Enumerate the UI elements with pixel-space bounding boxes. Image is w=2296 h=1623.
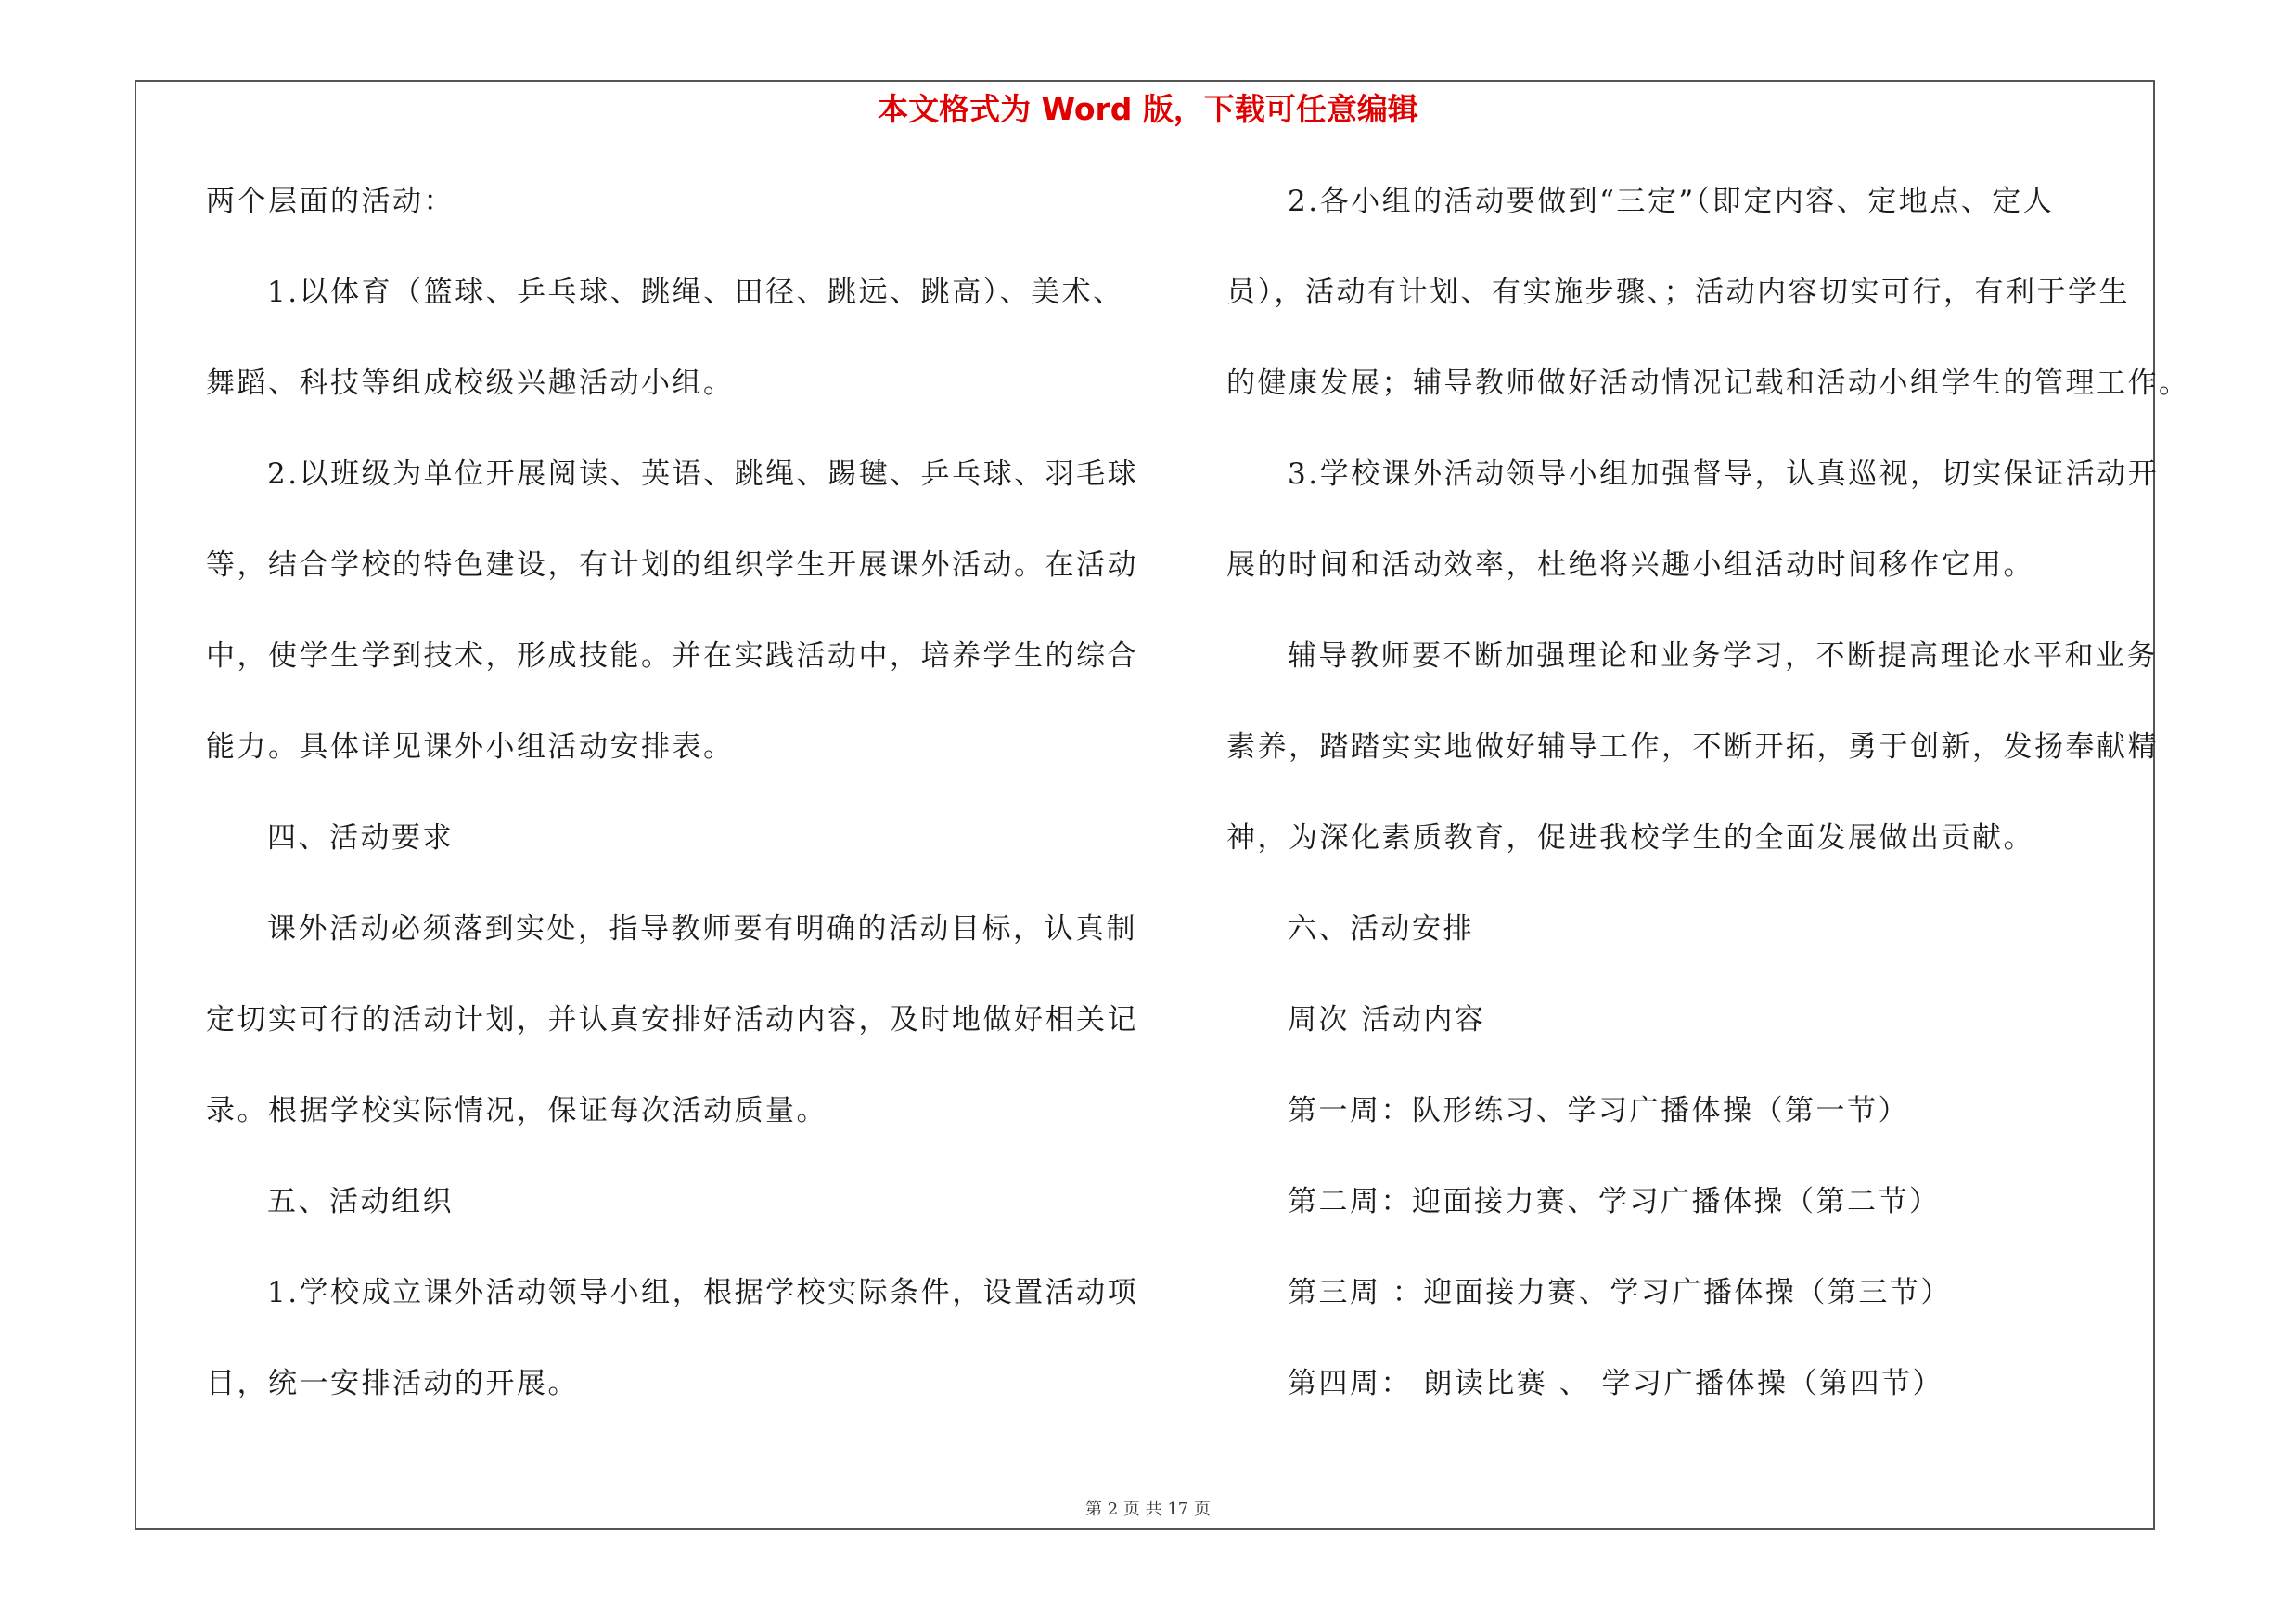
paragraph-line: 神，为深化素质教育，促进我校学生的全面发展做出贡献。 (1226, 821, 2034, 855)
paragraph-line: 等，结合学校的特色建设，有计划的组织学生开展课外活动。在活动 (206, 548, 1138, 582)
paragraph-line: 展的时间和活动效率，杜绝将兴趣小组活动时间移作它用。 (1226, 548, 2034, 582)
paragraph-line: 周次 活动内容 (1288, 1003, 1486, 1037)
paragraph-line: 定切实可行的活动计划，并认真安排好活动内容，及时地做好相关记 (206, 1003, 1138, 1037)
paragraph-line: 1.以体育（篮球、乒乓球、跳绳、田径、跳远、跳高）、美术、 (267, 276, 1124, 309)
page-number: 第 2 页 共 17 页 (1085, 1500, 1211, 1519)
paragraph-line: 录。根据学校实际情况，保证每次活动质量。 (206, 1094, 827, 1127)
paragraph-line: 辅导教师要不断加强理论和业务学习，不断提高理论水平和业务 (1288, 639, 2158, 673)
paragraph-line: 两个层面的活动： (206, 185, 455, 218)
paragraph-line: 2.各小组的活动要做到“三定”（即定内容、定地点、定人 (1288, 185, 2055, 218)
paragraph-line: 四、活动要求 (267, 821, 454, 855)
left-column (206, 181, 1139, 1454)
right-column (1226, 181, 2190, 1454)
paragraph-line: 六、活动安排 (1288, 912, 1474, 946)
paragraph-line: 能力。具体详见课外小组活动安排表。 (206, 730, 735, 764)
paragraph-line: 第一周：队形练习、学习广播体操（第一节） (1288, 1094, 1909, 1127)
format-banner: 本文格式为 Word 版，下载可任意编辑 (878, 91, 1418, 127)
paragraph-line: 第三周 ：迎面接力赛、学习广播体操（第三节） (1288, 1276, 1952, 1309)
paragraph-line: 五、活动组织 (267, 1185, 454, 1218)
paragraph-line: 素养，踏踏实实地做好辅导工作，不断开拓，勇于创新，发扬奉献精 (1226, 730, 2159, 764)
paragraph-line: 的健康发展；辅导教师做好活动情况记载和活动小组学生的管理工作。 (1226, 367, 2190, 400)
paragraph-line: 员），活动有计划、有实施步骤、；活动内容切实可行，有利于学生 (1226, 276, 2130, 309)
paragraph-line: 课外活动必须落到实处，指导教师要有明确的活动目标，认真制 (267, 912, 1137, 946)
paragraph-line: 1.学校成立课外活动领导小组，根据学校实际条件，设置活动项 (267, 1276, 1139, 1309)
paragraph-line: 中，使学生学到技术，形成技能。并在实践活动中，培养学生的综合 (206, 639, 1138, 673)
paragraph-line: 3.学校课外活动领导小组加强督导，认真巡视，切实保证活动开 (1288, 457, 2160, 491)
paragraph-line: 目，统一安排活动的开展。 (206, 1367, 579, 1400)
paragraph-line: 2.以班级为单位开展阅读、英语、跳绳、踢毽、乒乓球、羽毛球 (267, 457, 1139, 491)
paragraph-line: 第四周： 朗读比赛 、 学习广播体操（第四节） (1288, 1367, 1944, 1400)
paragraph-line: 舞蹈、科技等组成校级兴趣活动小组。 (206, 367, 735, 400)
paragraph-line: 第二周：迎面接力赛、学习广播体操（第二节） (1288, 1185, 1941, 1218)
